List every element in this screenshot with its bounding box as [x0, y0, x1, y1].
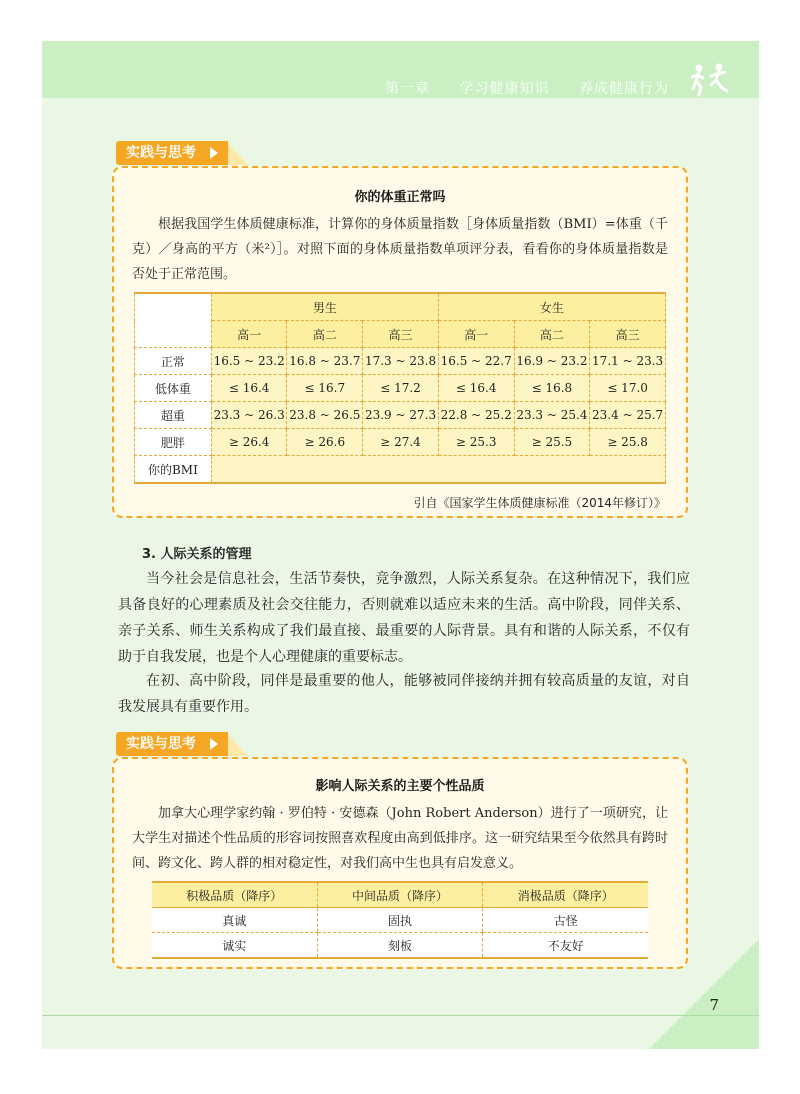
grade-header: 高二: [287, 321, 363, 348]
chapter-title-2: 养成健康行为: [579, 81, 669, 97]
runners-icon: [691, 63, 731, 97]
grade-header: 高三: [590, 321, 666, 348]
table-cell: 23.3 ~ 25.4: [514, 402, 590, 429]
table-cell: 16.8 ~ 23.7: [287, 348, 363, 375]
box-title: 你的体重正常吗: [354, 190, 446, 205]
table-cell: 固执: [317, 908, 483, 933]
table-row: [135, 402, 666, 429]
citation: 引自《国家学生体质健康标准（2014年修订）》: [413, 496, 666, 510]
practice-tag-label: 实践与思考: [126, 145, 196, 161]
chapter-header: [385, 78, 669, 98]
bmi-table: [134, 292, 666, 484]
table-cell: ≤ 16.7: [287, 375, 363, 402]
page-number: 7: [709, 996, 719, 1014]
row-label: 正常: [135, 348, 212, 375]
play-arrow-icon: [210, 147, 218, 159]
table-cell: 16.9 ~ 23.2: [514, 348, 590, 375]
table-cell: 23.3 ~ 26.3: [211, 402, 287, 429]
footer-rule: [42, 1015, 759, 1016]
table-cell: 不友好: [483, 933, 648, 959]
table-cell: 23.8 ~ 26.5: [287, 402, 363, 429]
row-label-your-bmi: 你的BMI: [135, 456, 212, 484]
row-label: 肥胖: [135, 429, 212, 456]
table-cell: 16.5 ~ 22.7: [438, 348, 514, 375]
table-row: [135, 456, 666, 484]
table-cell: 23.4 ~ 25.7: [590, 402, 666, 429]
row-label: 超重: [135, 402, 212, 429]
table-cell: ≥ 27.4: [363, 429, 439, 456]
your-bmi-cell[interactable]: [211, 456, 665, 484]
box-paragraph: 根据我国学生体质健康标准，计算你的身体质量指数［身体质量指数（BMI）=体重（千克）／身高的平方（米²）］。对照下面的身体质量指数单项评分表，看看你的身体质量指数是否处于正常范围。: [132, 217, 668, 282]
group-header-female: 女生: [438, 293, 665, 321]
table-cell: ≥ 25.5: [514, 429, 590, 456]
table-cell: ≥ 25.3: [438, 429, 514, 456]
grade-header: 高一: [438, 321, 514, 348]
table-row: [152, 908, 648, 933]
table-cell: 古怪: [483, 908, 648, 933]
play-arrow-icon: [210, 738, 218, 750]
table-row: [135, 429, 666, 456]
table-cell: 诚实: [152, 933, 317, 959]
table-cell: 22.8 ~ 25.2: [438, 402, 514, 429]
grade-header: 高一: [211, 321, 287, 348]
practice-tag-label: 实践与思考: [126, 736, 196, 752]
table-cell: 刻板: [317, 933, 483, 959]
table-row: [152, 933, 648, 959]
table-cell: ≤ 16.8: [514, 375, 590, 402]
table-cell: ≥ 25.8: [590, 429, 666, 456]
box-paragraph: 加拿大心理学家约翰 · 罗伯特 · 安德森（John Robert Anderson）进行了一项研究，让大学生对描述个性品质的形容词按照喜欢程度由高到低排序。这一研究结果至今依然具有跨时间、跨文化、跨人群的相对稳定性，对我们高中生也具有启发意义。: [132, 806, 668, 871]
table-cell: 17.3 ~ 23.8: [363, 348, 439, 375]
practice-box-traits: [112, 757, 688, 969]
header-neutral: 中间品质（降序）: [317, 882, 483, 908]
table-cell: 16.5 ~ 23.2: [211, 348, 287, 375]
table-row: [135, 348, 666, 375]
table-cell: 真诚: [152, 908, 317, 933]
table-row: [135, 375, 666, 402]
section-heading: 3. 人际关系的管理: [142, 547, 252, 562]
group-header-male: 男生: [211, 293, 438, 321]
table-corner: [135, 293, 212, 348]
table-cell: ≤ 17.2: [363, 375, 439, 402]
table-cell: ≥ 26.4: [211, 429, 287, 456]
header-negative: 消极品质（降序）: [483, 882, 648, 908]
table-cell: ≤ 16.4: [211, 375, 287, 402]
grade-header: 高二: [514, 321, 590, 348]
table-cell: 23.9 ~ 27.3: [363, 402, 439, 429]
table-cell: ≥ 26.6: [287, 429, 363, 456]
box-title: 影响人际关系的主要个性品质: [315, 779, 485, 794]
chapter-title-1: 学习健康知识: [459, 81, 550, 97]
grade-header: 高三: [363, 321, 439, 348]
traits-table: [152, 881, 648, 959]
table-cell: ≤ 17.0: [590, 375, 666, 402]
chapter-label: 第一章: [385, 81, 431, 97]
row-label: 低体重: [135, 375, 212, 402]
page-header: [42, 41, 759, 98]
body-paragraph-2: 在初、高中阶段，同伴是最重要的他人，能够被同伴接纳并拥有较高质量的友谊，对自我发展具有重要作用。: [118, 673, 690, 715]
body-paragraph-1: 当今社会是信息社会，生活节奏快，竞争激烈，人际关系复杂。在这种情况下，我们应具备良好的心理素质及社会交往能力，否则就难以适应未来的生活。高中阶段，同伴关系、亲子关系、师生关系构成了我们最直接、最重要的人际背景。具有和谐的人际关系，不仅有助于自我发展，也是个人心理健康的重要标志。: [118, 571, 690, 665]
practice-tag-1: [116, 141, 228, 165]
practice-box-bmi: [112, 166, 688, 518]
header-positive: 积极品质（降序）: [152, 882, 317, 908]
table-cell: 17.1 ~ 23.3: [590, 348, 666, 375]
practice-tag-2: [116, 732, 228, 756]
table-cell: ≤ 16.4: [438, 375, 514, 402]
